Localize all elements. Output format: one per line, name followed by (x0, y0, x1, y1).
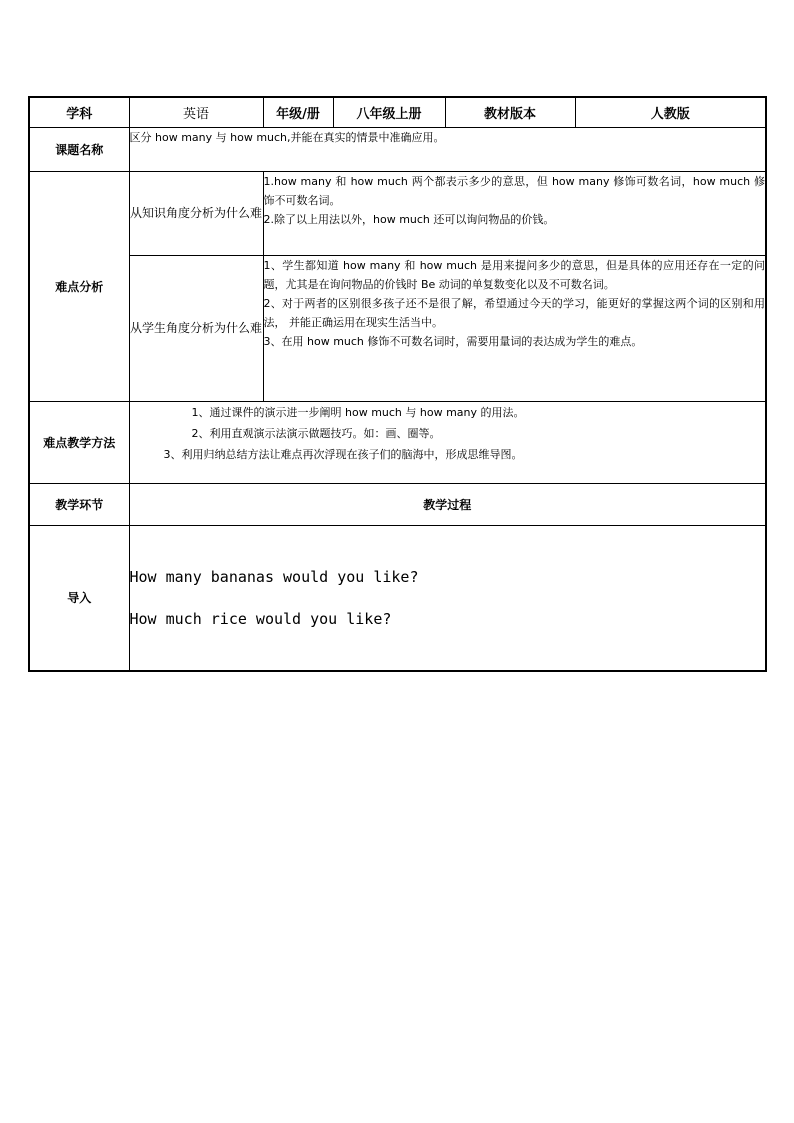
method-row (29, 401, 766, 483)
student-content (263, 255, 766, 401)
method-line-2: 2、利用直观演示法演示做题技巧。如：画、圈等。 (191, 426, 441, 440)
lesson-plan-table (28, 96, 767, 672)
subject-value: 英语 (129, 97, 263, 127)
process-label: 教学过程 (129, 483, 766, 525)
topic-value (129, 127, 766, 171)
knowledge-label: 从知识角度分析为什么难 (129, 171, 263, 255)
student-row (29, 255, 766, 401)
grade-label: 年级/册 (263, 97, 333, 127)
topic-row (29, 127, 766, 171)
intro-line-1: How many bananas would you like? (129, 567, 419, 586)
subject-label: 学科 (29, 97, 129, 127)
edition-value: 人教版 (575, 97, 766, 127)
intro-row (29, 525, 766, 671)
topic-text: 区分 how many 与 how much,并能在真实的情景中准确应用。 (129, 130, 445, 144)
student-line-3: 3、在用 how much 修饰不可数名词时，需要用量词的表达成为学生的难点。 (263, 334, 643, 348)
method-label: 难点教学方法 (29, 401, 129, 483)
intro-content (129, 525, 766, 671)
student-label: 从学生角度分析为什么难 (129, 255, 263, 401)
intro-label: 导入 (29, 525, 129, 671)
process-header-row (29, 483, 766, 525)
difficulty-label: 难点分析 (29, 171, 129, 401)
knowledge-row (29, 171, 766, 255)
edition-label: 教材版本 (445, 97, 575, 127)
stage-label: 教学环节 (29, 483, 129, 525)
header-row (29, 97, 766, 127)
student-line-1: 1、学生都知道 how many 和 how much 是用来提问多少的意思，但是具体的应用还存在一定的问题，尤其是在询问物品的价钱时 Be 动词的单复数变化以及不可数名词。 (263, 258, 765, 291)
grade-value: 八年级上册 (333, 97, 445, 127)
knowledge-line-2: 2.除了以上用法以外，how much 还可以询问物品的价钱。 (263, 212, 555, 226)
intro-line-2: How much rice would you like? (129, 609, 392, 628)
knowledge-line-1: 1.how many 和 how much 两个都表示多少的意思，但 how many 修饰可数名词，how much 修饰不可数名词。 (263, 174, 765, 207)
method-line-3: 3、利用归纳总结方法让难点再次浮现在孩子们的脑海中，形成思维导图。 (163, 447, 523, 461)
student-line-2: 2、对于两者的区别很多孩子还不是很了解，希望通过今天的学习，能更好的掌握这两个词的区别和用法， 并能正确运用在现实生活当中。 (263, 296, 765, 329)
method-content (129, 401, 766, 483)
method-line-1: 1、通过课件的演示进一步阐明 how much 与 how many 的用法。 (191, 405, 525, 419)
knowledge-content (263, 171, 766, 255)
topic-label: 课题名称 (29, 127, 129, 171)
